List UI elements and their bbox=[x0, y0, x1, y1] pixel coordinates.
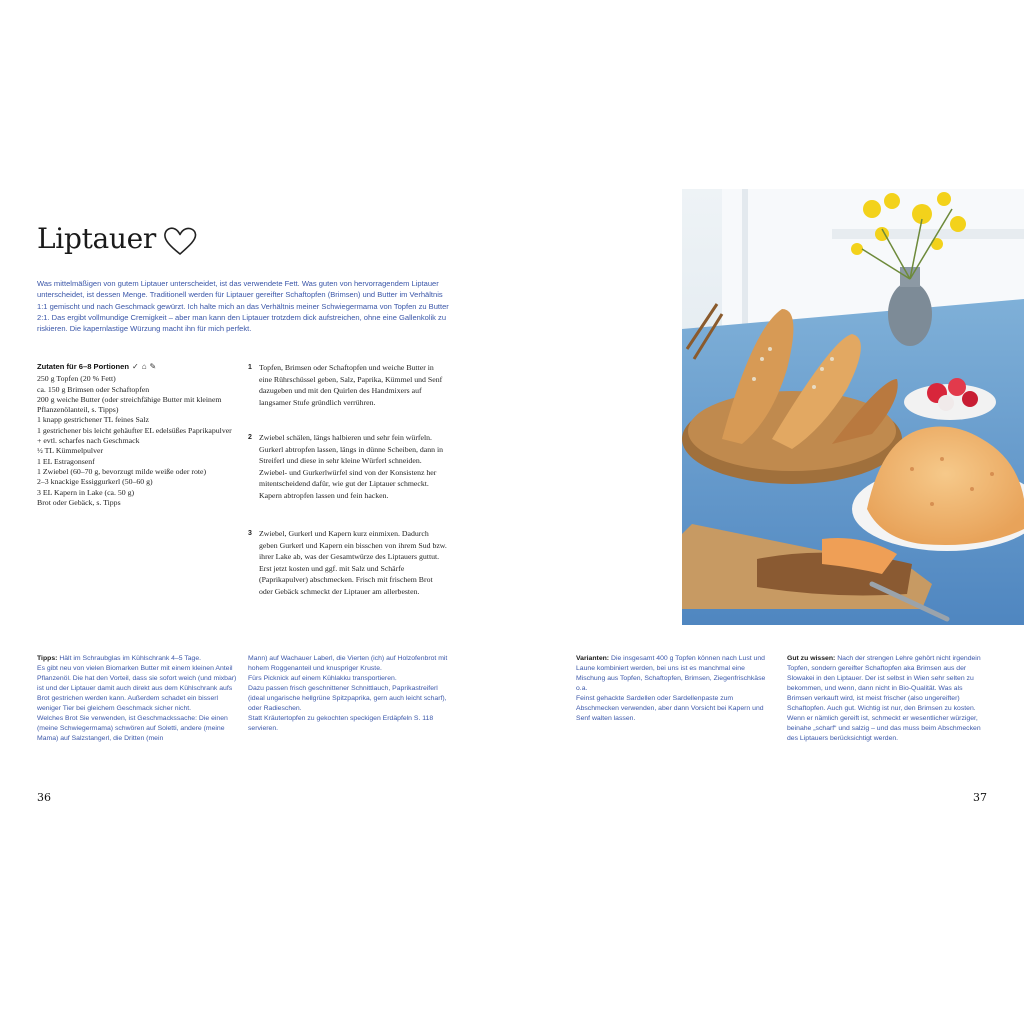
tips-item: Welches Brot Sie verwenden, ist Geschmackssache: Die einen (meine Schwiegermama) schwören auf Soletti, andere (meine Mama) auf Salzstangerl, die Dritten (mein bbox=[37, 715, 228, 743]
ingredient-item: 1 knapp gestrichener TL feines Salz bbox=[37, 415, 149, 425]
tips-item: Es gibt neu von vielen Biomarken Butter mit einem kleinen Anteil Pflanzenöl. Die hat den Vorteil, dass sie sofort weich (und mixbar) ist und der Liptauer damit auch direkt aus dem Kühlschrank aufs Brot gestrichen werden kann. Außerdem schadet ein bisserl weniger Tier bei gleichem Geschmack sicher nicht. bbox=[37, 665, 237, 713]
leaf-icon: ✎ bbox=[149, 362, 157, 371]
intro-text: Was mittelmäßigen von gutem Liptauer unterscheidet, ist das verwendete Fett. Was guten von hervorragendem Liptauer unterscheidet, ist dessen Menge. Traditionell werden für Liptauer gereifter Schaftopfen (Brimsen) und Butter im Verhältnis 1:1 gemischt und nach Geschmack gewürzt. Ich halte mich an das Verhältnis meiner Schwiegermama von Topfen zu Butter 2:1. Das ergibt vollmundige Cremigkeit – aber man kann den Liptauer trotzdem dick aufstreichen, ohne eine Gallenkolik zu riskieren. Die kapernlastige Würzung macht ihn für mich perfekt. bbox=[37, 279, 449, 334]
good-to-know-label: Gut zu wissen: bbox=[787, 655, 836, 662]
step-number: 2 bbox=[248, 434, 252, 441]
step-3 bbox=[248, 528, 448, 597]
tips-column-1 bbox=[37, 654, 237, 744]
tips-column-2 bbox=[248, 654, 448, 734]
tips-item: Mann) auf Wachauer Laberl, die Vierten (ich) auf Holzofenbrot mit hohem Roggenanteil und knuspriger Kruste. bbox=[248, 655, 448, 673]
ingredient-item: 1 gestrichener bis leicht gehäufter EL edelsüßes Paprikapulver + evtl. scharfes nach Geschmack bbox=[37, 425, 232, 446]
ingredient-item: 2–3 knackige Essiggurkerl (50–60 g) bbox=[37, 477, 153, 487]
good-to-know-box bbox=[787, 654, 987, 744]
step-text: Zwiebel, Gurkerl und Kapern kurz einmixen. Dadurch geben Gurkerl und Kapern ein bisschen von ihrem Sud bzw. ihrer Lake ab, was der Gesamtwürze des Liptauers guttut. Erst jetzt kosten und ggf. mit Salz und Schärfe (Paprikapulver) abschmecken. Frisch mit frischem Brot oder Gebäck schmeckt der Liptauer am allerbesten. bbox=[259, 529, 447, 596]
ingredient-item: ½ TL Kümmelpulver bbox=[37, 446, 104, 456]
variants-label: Varianten: bbox=[576, 655, 610, 662]
ingredient-item: 200 g weiche Butter (oder streichfähige Butter mit kleinem Pflanzenölanteil, s. Tipps) bbox=[37, 394, 222, 415]
heart-icon[interactable] bbox=[162, 225, 198, 257]
tips-label: Tipps: bbox=[37, 655, 58, 662]
step-2 bbox=[248, 432, 448, 501]
variants-text: Die insgesamt 400 g Topfen können nach Lust und Laune kombiniert werden, bei uns ist es manchmal eine Mischung aus Topfen, Schaftopfen, Brimsen, Ziegenfrischkäse o.a. bbox=[576, 655, 766, 693]
check-circle-icon: ✓ bbox=[131, 362, 139, 371]
step-text: Zwiebel schälen, längs halbieren und sehr fein würfeln. Gurkerl abtropfen lassen, längs in dünne Scheiben, dann in Streiferl und diese in sehr kleine Würferl schneiden. Zwiebel- und Gurkerlwürfel sind von der Konsistenz her mitentscheidend dafür, wie gut der Liptauer schmeckt. Kapern abtropfen lassen und fein hacken. bbox=[259, 433, 444, 500]
ingredient-item: Brot oder Gebäck, s. Tipps bbox=[37, 497, 121, 507]
variants-item: Feinst gehackte Sardellen oder Sardellenpaste zum Abschmecken verwenden, aber dann Vorsicht bei Kapern und Senf walten lassen. bbox=[576, 695, 764, 723]
tips-item: Fürs Picknick auf einem Kühlakku transportieren. bbox=[248, 675, 397, 683]
tips-item: Statt Kräutertopfen zu gekochten speckigen Erdäpfeln S. 118 servieren. bbox=[248, 715, 434, 733]
variants-item bbox=[576, 654, 774, 694]
good-to-know-text: Nach der strengen Lehre gehört nicht irgendein Topfen, sondern gereifter Schaftopfen aka Brimsen aus der Slowakei in den Liptauer. Der ist selbst in Wien sehr selten zu bekommen, und wenn, dann nicht in Bio-Qualität. Was als Brimsen verkauft wird, ist meist frischer (also ungereifter) Schaftopfen. Auch gut. Wichtig ist nur, den Brimsen zu kosten. Wenn er nämlich gereift ist, schmeckt er wesentlicher würziger, beinahe „scharf“ und salzig – und das muss beim Abschmecken des Liptauers berücksichtigt werden. bbox=[787, 655, 981, 743]
ingredient-item: 1 Zwiebel (60–70 g, bevorzugt milde weiße oder rote) bbox=[37, 466, 207, 476]
ingredient-item: ca. 150 g Brimsen oder Schaftopfen bbox=[37, 384, 150, 394]
tips-item bbox=[37, 654, 237, 664]
step-text: Topfen, Brimsen oder Schaftopfen und weiche Butter in eine Rührschüssel geben, Salz, Paprika, Kümmel und Senf dazugeben und mit den Quirlen des Handmixers auf langsamer Stufe gründlich verrühren. bbox=[259, 363, 443, 407]
ingredient-item: 250 g Topfen (20 % Fett) bbox=[37, 374, 116, 384]
ingredient-item: 3 EL Kapern in Lake (ca. 50 g) bbox=[37, 487, 135, 497]
liptauer-photo bbox=[682, 189, 1024, 625]
page-number-right: 37 bbox=[973, 791, 987, 804]
variants-box bbox=[576, 654, 774, 724]
ingredients-heading-label: Zutaten für 6–8 Portionen bbox=[37, 362, 129, 371]
page-number-left: 36 bbox=[37, 791, 51, 804]
step-1 bbox=[248, 362, 448, 408]
step-number: 3 bbox=[248, 530, 252, 537]
jar-icon: ⌂ bbox=[141, 362, 147, 371]
recipe-title: Liptauer bbox=[37, 222, 157, 255]
step-number: 1 bbox=[248, 364, 252, 371]
ingredients-list bbox=[37, 362, 237, 508]
tips-item: Dazu passen frisch geschnittener Schnittlauch, Paprikastreiferl (ideal ungarische hellgrüne Spitzpaprika, gern auch leicht scharf), oder Radieschen. bbox=[248, 685, 447, 713]
tips-text: Hält im Schraubglas im Kühlschrank 4–5 Tage. bbox=[59, 655, 202, 662]
ingredients-heading bbox=[37, 362, 237, 372]
ingredient-item: 1 EL Estragonsenf bbox=[37, 456, 95, 466]
